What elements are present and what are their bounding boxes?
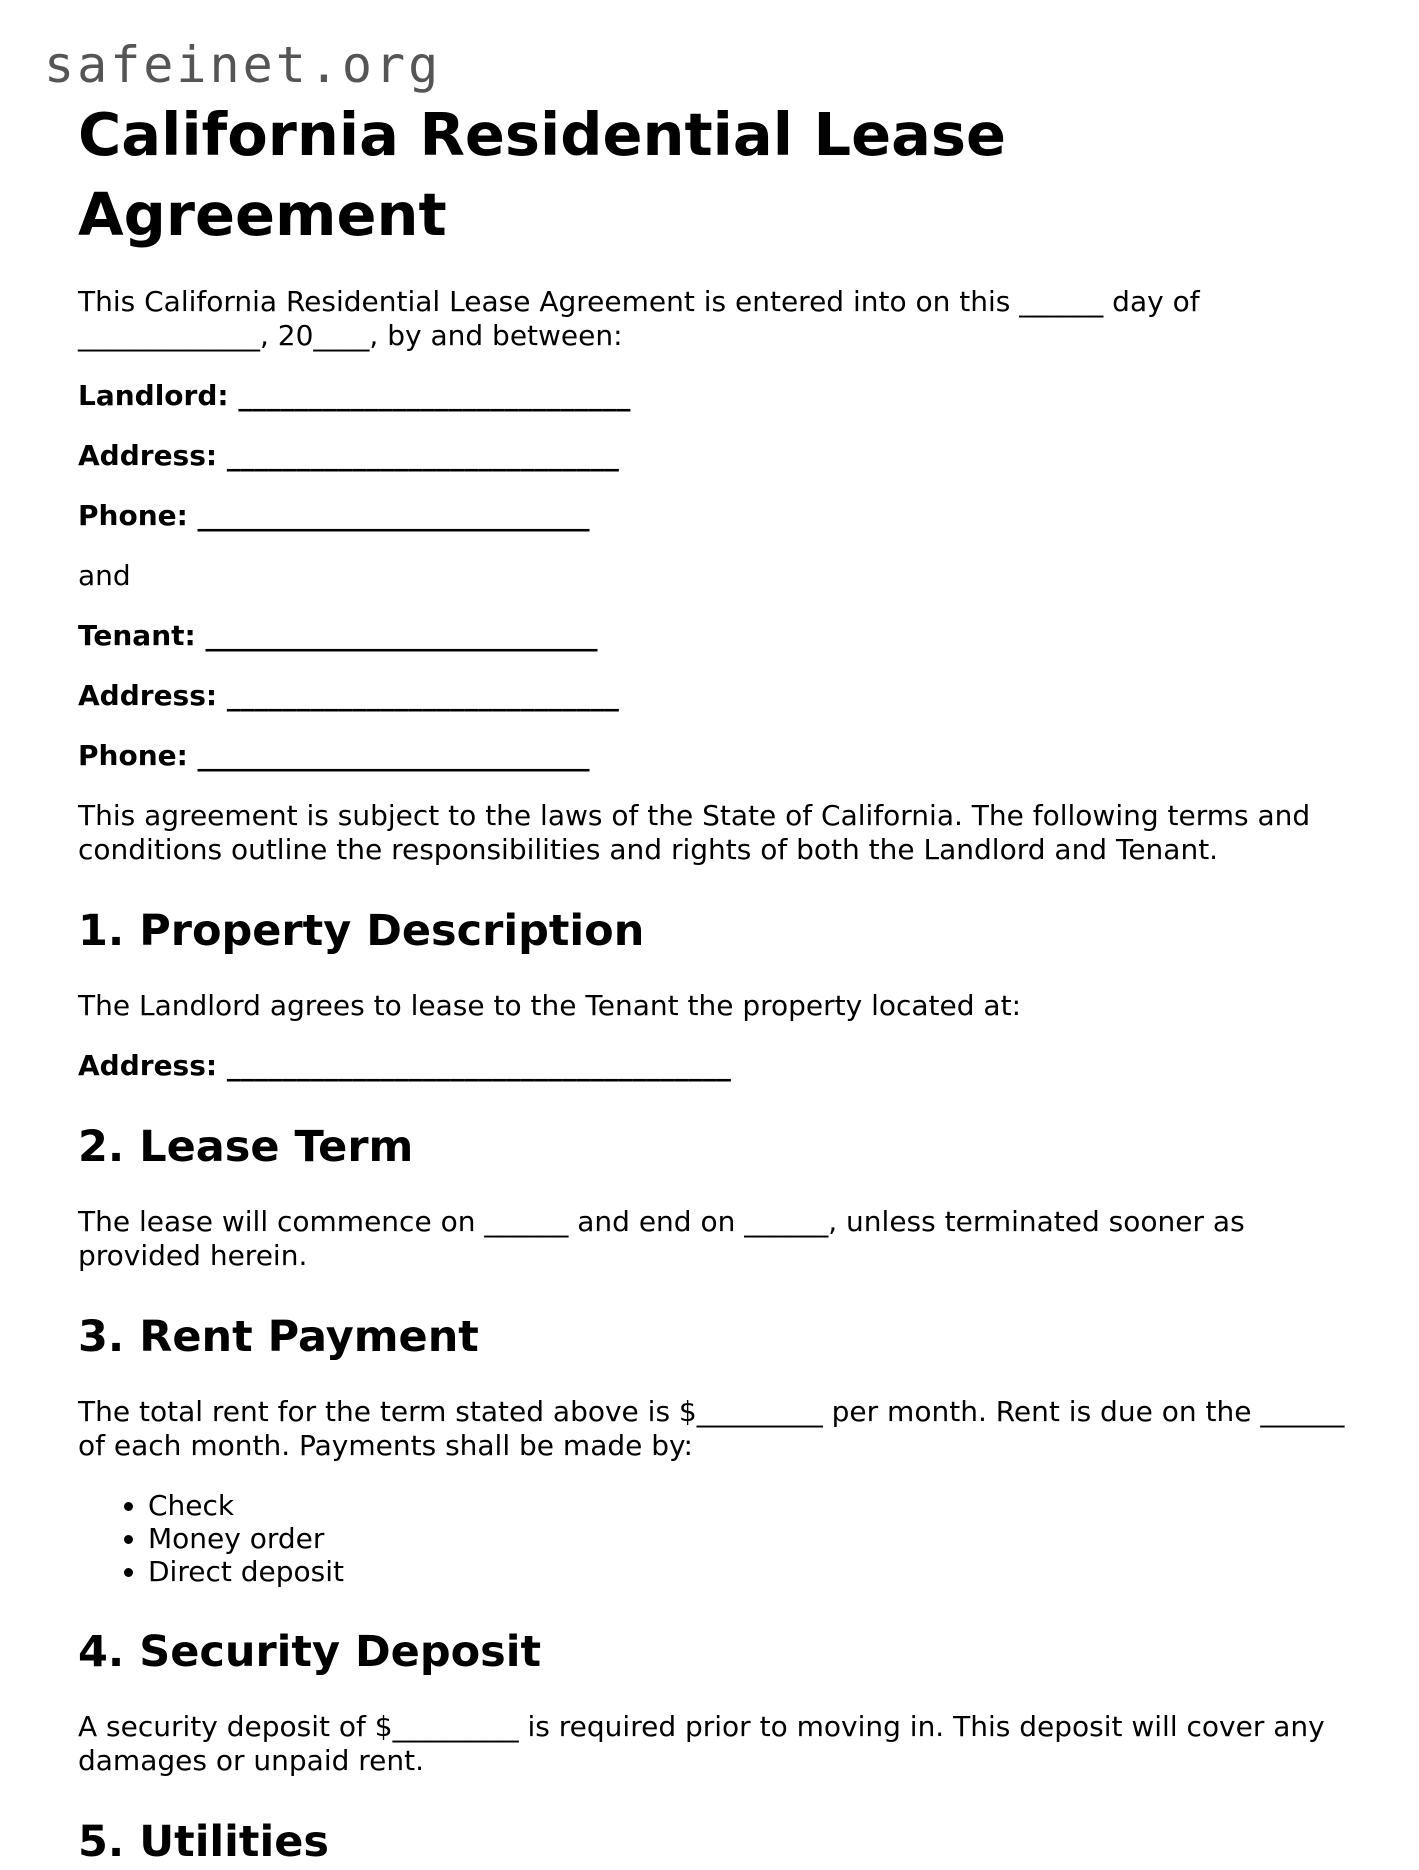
tenant-address-field: Address: ____________________________ [78, 679, 619, 712]
and-text: and [78, 559, 131, 592]
lease-term-paragraph: The lease will commence on ______ and end on ______, unless terminated sooner as provided herein. [78, 1205, 1245, 1272]
tenant-name-field: Tenant: ____________________________ [78, 619, 598, 652]
list-item: • Money order [148, 1522, 1348, 1555]
list-item: • Check [148, 1489, 1348, 1522]
property-address-field: Address: ____________________________________ [78, 1049, 731, 1082]
property-paragraph: The Landlord agrees to lease to the Tenant the property located at: [78, 989, 1022, 1022]
landlord-phone-field: Phone: ____________________________ [78, 499, 590, 532]
landlord-name-field: Landlord: ____________________________ [78, 379, 631, 412]
watermark: safeinet.org [44, 36, 442, 94]
governing-law-paragraph: This agreement is subject to the laws of the State of California. The following terms and conditions outline the responsibilities and rights of both the Landlord and Tenant. [78, 799, 1311, 866]
list-item: • Direct deposit [148, 1555, 1348, 1588]
section-heading-lease-term: 2. Lease Term [78, 1122, 414, 1172]
security-deposit-paragraph: A security deposit of $_________ is required prior to moving in. This deposit will cover any damages or unpaid rent. [78, 1710, 1325, 1777]
section-heading-utilities: 5. Utilities [78, 1817, 329, 1867]
intro-paragraph: This California Residential Lease Agreement is entered into on this ______ day of _____________, 20____, by and between: [78, 285, 1200, 352]
section-heading-security-deposit: 4. Security Deposit [78, 1627, 542, 1677]
payment-methods-list [78, 1489, 1348, 1588]
section-heading-rent: 3. Rent Payment [78, 1312, 479, 1362]
tenant-phone-field: Phone: ____________________________ [78, 739, 590, 772]
rent-paragraph: The total rent for the term stated above is $_________ per month. Rent is due on the ______ of each month. Payments shall be made by: [78, 1395, 1345, 1462]
document-page [78, 95, 1348, 1870]
landlord-address-field: Address: ____________________________ [78, 439, 619, 472]
section-heading-property: 1. Property Description [78, 906, 645, 956]
document-title: California Residential Lease Agreement [78, 100, 1007, 249]
